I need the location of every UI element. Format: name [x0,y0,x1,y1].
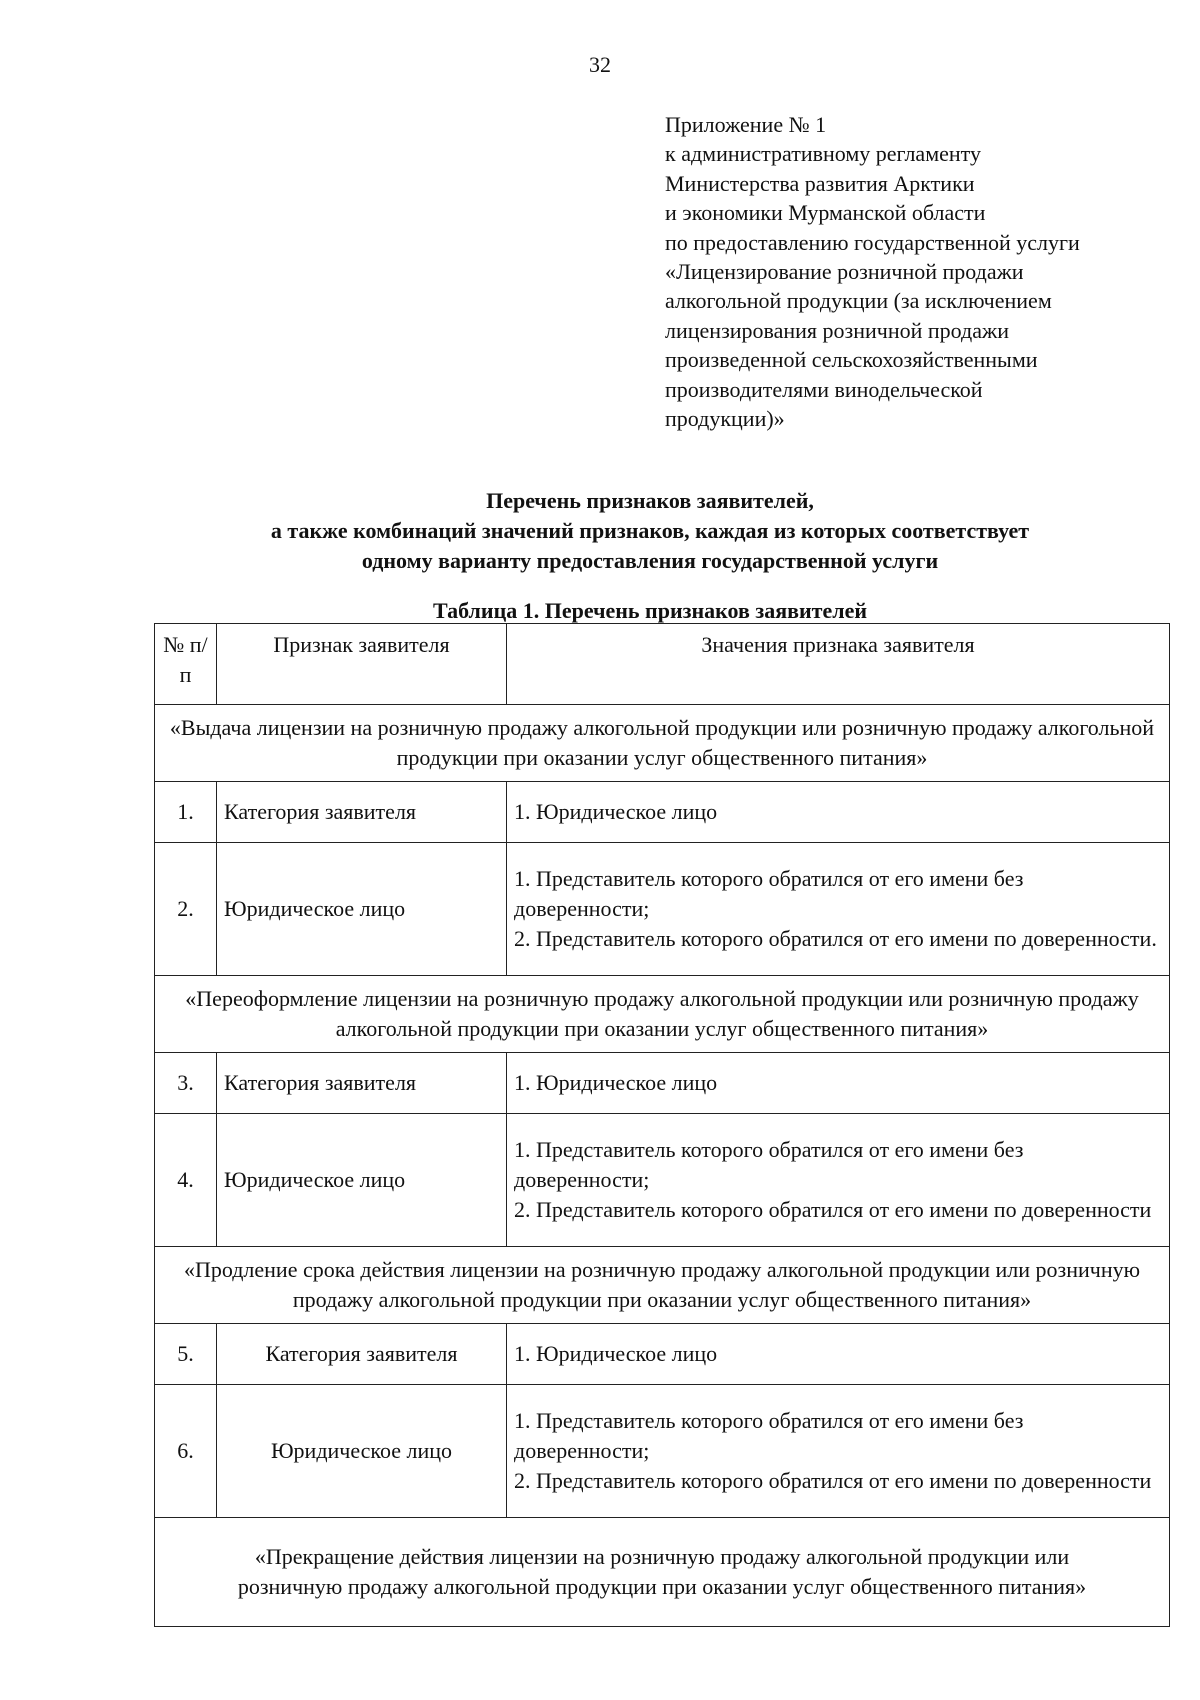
header-num: № п/п [155,624,217,705]
value-line: 2. Представитель которого обратился от его имени по доверенности. [514,926,1157,951]
row-value [507,1053,1170,1114]
value-line: 1. Юридическое лицо [514,799,718,824]
table-row [155,1053,1170,1114]
section-title: «Прекращение действия лицензии на розничную продажу алкогольной продукции или розничную продажу алкогольной продукции при оказании услуг общественного питания» [155,1518,1170,1627]
appendix-line: к административному регламенту [665,141,981,167]
section-row [155,976,1170,1053]
row-num: 4. [155,1114,217,1247]
section-title: «Переоформление лицензии на розничную продажу алкогольной продукции или розничную продажу алкогольной продукции при оказании услуг общественного питания» [155,976,1170,1053]
row-value [507,843,1170,976]
section-row [155,1518,1170,1627]
table-caption: Таблица 1. Перечень признаков заявителей [432,598,868,623]
header-sign: Признак заявителя [217,624,507,705]
table-container [154,623,1169,1627]
appendix-line: и экономики Мурманской области [665,200,986,226]
value-line: 1. Юридическое лицо [514,1341,718,1366]
signs-table [154,623,1170,1627]
row-sign: Юридическое лицо [217,843,507,976]
row-sign: Категория заявителя [217,782,507,843]
row-value [507,782,1170,843]
row-num: 1. [155,782,217,843]
appendix-line: лицензирования розничной продажи [665,317,1009,343]
section-row [155,1247,1170,1324]
row-value [507,1114,1170,1247]
value-line: 1. Юридическое лицо [514,1070,718,1095]
row-sign: Категория заявителя [217,1053,507,1114]
row-num: 3. [155,1053,217,1114]
table-row [155,1324,1170,1385]
appendix-line: производителями винодельческой [665,376,983,402]
page-number: 32 [589,52,611,77]
value-line: 1. Представитель которого обратился от его имени без доверенности; [514,866,1024,921]
table-row [155,1385,1170,1518]
header-value: Значения признака заявителя [507,624,1170,705]
appendix-block [665,110,1165,433]
section-title: «Продление срока действия лицензии на розничную продажу алкогольной продукции или розничную продажу алкогольной продукции при оказании услуг общественного питания» [155,1247,1170,1324]
row-value [507,1324,1170,1385]
value-line: 2. Представитель которого обратился от его имени по доверенности [514,1197,1152,1222]
section-row [155,705,1170,782]
table-row [155,843,1170,976]
row-value [507,1385,1170,1518]
value-line: 1. Представитель которого обратился от его имени без доверенности; [514,1408,1024,1463]
appendix-line: произведенной сельскохозяйственными [665,347,1038,373]
row-sign: Категория заявителя [217,1324,507,1385]
document-title [100,486,1200,576]
title-line: а также комбинаций значений признаков, каждая из которых соответствует [270,518,1030,543]
table-header-row [155,624,1170,705]
table-row [155,782,1170,843]
appendix-line: Приложение № 1 [665,112,827,137]
row-num: 6. [155,1385,217,1518]
row-num: 5. [155,1324,217,1385]
table-row [155,1114,1170,1247]
row-sign: Юридическое лицо [217,1114,507,1247]
appendix-line: «Лицензирование розничной продажи [665,259,1024,285]
row-sign: Юридическое лицо [217,1385,507,1518]
value-line: 1. Представитель которого обратился от его имени без доверенности; [514,1137,1024,1192]
title-line: Перечень признаков заявителей, [486,488,814,513]
title-line: одному варианту предоставления государственной услуги [361,548,939,573]
appendix-line: алкогольной продукции (за исключением [665,288,1052,314]
row-num: 2. [155,843,217,976]
appendix-line: Министерства развития Арктики [665,170,975,196]
value-line: 2. Представитель которого обратился от его имени по доверенности [514,1468,1152,1493]
section-title: «Выдача лицензии на розничную продажу алкогольной продукции или розничную продажу алкогольной продукции при оказании услуг общественного питания» [155,705,1170,782]
appendix-line: продукции)» [665,406,785,432]
appendix-line: по предоставлению государственной услуги [665,229,1080,255]
